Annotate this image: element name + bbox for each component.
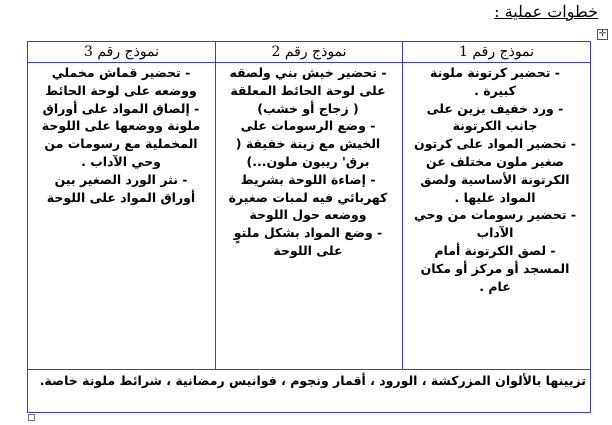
list-item: - ورد خفيف يزين على جانب الكرتونة xyxy=(426,100,564,134)
models-table xyxy=(27,41,591,413)
column-divider xyxy=(402,42,403,369)
list-item: - وضع المواد بشكل ملتوٍ على اللوحة xyxy=(233,225,383,258)
move-cross-icon[interactable]: ✛ xyxy=(598,29,607,39)
header-divider xyxy=(28,62,590,63)
model-2-steps xyxy=(226,64,390,260)
footer-divider xyxy=(28,369,590,370)
list-item: - وضع الرسومات على الخيش مع زينة خفيفة ( برق' ريبون ملون...) xyxy=(235,118,381,169)
column-header-model-2: نموذج رقم 2 xyxy=(271,44,347,60)
list-item: - لصق الكرتونة أمام المسجد أو مركز أو مكان عام . xyxy=(420,242,570,294)
list-item: - نثر الورد الصغير بين أوراق المواد على اللوحة xyxy=(46,171,196,205)
list-item: - تحضير خيش بني ولصقه على لوحة الحائط المعلقة ( زجاج أو خشب) xyxy=(229,65,387,116)
resize-handle[interactable] xyxy=(28,414,35,421)
list-item: - تحضير كرتونة ملونة كبيرة . xyxy=(430,65,560,98)
column-header-model-1: نموذج رقم 1 xyxy=(458,44,535,60)
page-title: خطوات عملية : xyxy=(494,2,598,21)
list-item: - تحضير قماش مخملي ووضعه على لوحة الحائط xyxy=(45,65,197,98)
model-1-steps xyxy=(412,64,578,295)
column-header-model-3: نموذج رقم 3 xyxy=(83,44,160,60)
model-3-steps xyxy=(38,64,204,206)
list-item: - إلصاق المواد على أوراق ملونة ووضعها على اللوحة المخملية مع رسومات من وحي الآداب . xyxy=(41,100,201,169)
list-item: - تحضير المواد على كرتون صغير ملون مختلف عن الكرتونة الأساسية ولصق المواد عليها . xyxy=(414,136,576,205)
list-item: - تحضير رسومات من وحي الآداب xyxy=(413,207,577,241)
decoration-note: تزيينها بالألوان المزركشة ، الورود ، أقمار ونجوم ، فوانيس رمضانية ، شرائط ملونة خاصة. xyxy=(39,373,586,388)
column-divider xyxy=(215,42,216,369)
list-item: - إضاءة اللوحة بشريط كهربائي فيه لمبات صغيرة ووضعه حول اللوحة xyxy=(228,171,388,223)
